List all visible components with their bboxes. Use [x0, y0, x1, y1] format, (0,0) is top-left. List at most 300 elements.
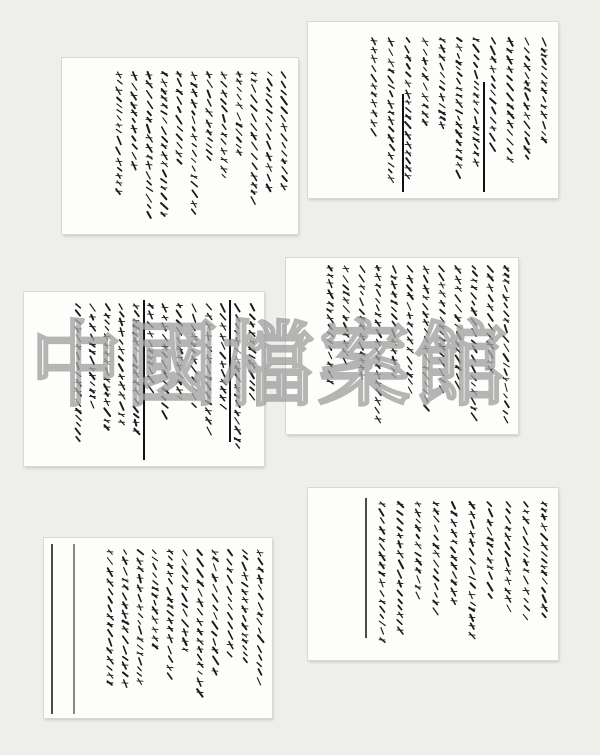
handwritten-stroke: [221, 99, 226, 104]
handwritten-stroke: [424, 337, 428, 343]
handwritten-stroke: [488, 314, 493, 321]
handwritten-stroke: [377, 371, 380, 379]
handwritten-stroke: [252, 114, 256, 122]
handwritten-stroke: [360, 309, 364, 314]
handwritten-stroke: [108, 568, 112, 576]
handwritten-stroke: [118, 80, 122, 84]
handwritten-stroke: [390, 145, 394, 151]
handwritten-stroke: [198, 550, 202, 555]
handwritten-stroke: [504, 417, 508, 423]
handwritten-stroke: [456, 67, 460, 70]
handwritten-stroke: [178, 79, 182, 86]
handwritten-stroke: [236, 144, 241, 147]
handwritten-stroke: [406, 108, 411, 112]
handwritten-stroke: [259, 603, 263, 610]
handwritten-stroke: [162, 396, 166, 399]
handwritten-stroke: [470, 549, 474, 555]
handwritten-stroke: [489, 572, 492, 579]
handwritten-stroke: [283, 123, 286, 131]
handwritten-stroke: [244, 556, 248, 559]
handwritten-stroke: [451, 588, 455, 596]
handwritten-stroke: [491, 117, 496, 123]
handwritten-stroke: [371, 120, 375, 127]
handwritten-stroke: [376, 299, 380, 303]
handwritten-stroke: [506, 558, 509, 566]
handwritten-stroke: [197, 569, 202, 577]
handwritten-stroke: [525, 73, 528, 79]
handwritten-stroke: [526, 138, 529, 144]
handwritten-stroke: [137, 558, 141, 564]
handwritten-stroke: [222, 106, 227, 111]
handwritten-stroke: [137, 645, 143, 649]
handwritten-stroke: [422, 93, 428, 101]
handwritten-stroke: [213, 605, 217, 610]
handwritten-columns: [44, 538, 272, 718]
handwritten-stroke: [392, 374, 396, 378]
handwritten-stroke: [525, 38, 529, 45]
handwritten-stroke: [543, 97, 546, 102]
handwritten-stroke: [118, 158, 121, 165]
handwritten-stroke: [117, 104, 122, 108]
handwritten-stroke: [168, 673, 172, 679]
handwritten-stroke: [474, 55, 478, 59]
handwritten-stroke: [139, 626, 141, 634]
handwritten-stroke: [474, 109, 478, 114]
handwritten-stroke: [507, 56, 511, 63]
handwritten-stroke: [120, 340, 123, 344]
handwritten-stroke: [389, 127, 393, 131]
handwritten-stroke: [397, 519, 402, 524]
handwritten-stroke: [258, 635, 263, 642]
handwritten-stroke: [235, 374, 240, 381]
handwritten-stroke: [524, 547, 530, 551]
handwritten-stroke: [213, 639, 215, 645]
handwritten-stroke: [221, 404, 227, 409]
handwritten-stroke: [440, 332, 443, 335]
handwritten-stroke: [489, 549, 492, 554]
handwritten-stroke: [542, 523, 546, 531]
handwritten-stroke: [139, 658, 141, 665]
handwritten-stroke: [471, 521, 474, 528]
handwritten-stroke: [409, 379, 413, 384]
handwritten-stroke: [343, 285, 348, 289]
handwritten-stroke: [132, 162, 135, 170]
handwritten-stroke: [506, 502, 510, 507]
handwritten-stroke: [228, 622, 232, 628]
handwritten-stroke: [424, 50, 427, 56]
handwritten-stroke: [475, 117, 477, 123]
handwritten-stroke: [504, 303, 507, 307]
handwritten-stroke: [504, 286, 507, 292]
handwritten-stroke: [138, 667, 141, 671]
handwritten-stroke: [388, 76, 393, 83]
handwritten-stroke: [250, 381, 254, 385]
handwritten-stroke: [198, 609, 203, 615]
handwritten-stroke: [372, 99, 376, 107]
handwritten-stroke: [542, 559, 547, 563]
handwritten-stroke: [407, 357, 412, 364]
handwritten-stroke: [542, 613, 545, 617]
handwritten-stroke: [207, 355, 211, 362]
handwritten-stroke: [192, 72, 196, 80]
handwritten-stroke: [504, 354, 509, 361]
handwritten-stroke: [77, 423, 80, 426]
handwritten-stroke: [371, 75, 376, 82]
document-page-top-left: [62, 58, 298, 234]
handwritten-stroke: [435, 593, 437, 597]
handwritten-stroke: [228, 575, 233, 583]
handwritten-stroke: [456, 276, 460, 284]
handwritten-stroke: [214, 613, 217, 620]
handwritten-stroke: [433, 608, 438, 615]
handwritten-stroke: [542, 132, 545, 136]
handwritten-stroke: [154, 600, 156, 604]
handwritten-stroke: [417, 576, 420, 583]
handwritten-stroke: [162, 403, 168, 408]
handwritten-stroke: [76, 428, 81, 434]
handwritten-stroke: [524, 598, 528, 602]
handwritten-stroke: [472, 355, 476, 361]
handwritten-stroke: [267, 153, 270, 160]
handwritten-stroke: [379, 621, 385, 625]
handwritten-stroke: [441, 94, 444, 101]
handwritten-stroke: [389, 175, 394, 183]
handwritten-stroke: [252, 163, 256, 169]
handwritten-stroke: [183, 576, 188, 582]
handwritten-stroke: [213, 564, 216, 571]
handwritten-stroke: [343, 358, 346, 365]
handwritten-stroke: [162, 79, 166, 87]
handwritten-stroke: [183, 609, 187, 616]
handwritten-stroke: [193, 314, 196, 322]
handwritten-stroke: [541, 534, 547, 540]
handwritten-stroke: [471, 319, 476, 326]
handwritten-stroke: [543, 578, 548, 584]
handwritten-stroke: [471, 383, 475, 386]
handwritten-stroke: [282, 176, 286, 181]
handwritten-stroke: [123, 657, 128, 660]
handwritten-stroke: [123, 557, 127, 564]
handwritten-stroke: [282, 143, 285, 148]
handwritten-stroke: [440, 369, 444, 376]
handwritten-stroke: [491, 66, 494, 73]
handwritten-stroke: [282, 167, 287, 174]
handwritten-stroke: [176, 116, 181, 124]
handwritten-stroke: [123, 646, 126, 654]
handwritten-stroke: [192, 209, 196, 214]
handwritten-stroke: [487, 502, 491, 506]
handwritten-stroke: [249, 370, 253, 378]
handwritten-stroke: [123, 662, 127, 669]
handwritten-stroke: [222, 72, 226, 79]
handwritten-stroke: [235, 304, 240, 311]
handwritten-stroke: [328, 370, 332, 377]
handwritten-stroke: [177, 320, 182, 325]
handwritten-stroke: [472, 398, 476, 404]
handwritten-stroke: [472, 308, 476, 315]
handwritten-stroke: [472, 266, 475, 269]
handwritten-stroke: [207, 120, 210, 127]
handwritten-stroke: [222, 343, 225, 350]
handwritten-stroke: [108, 630, 112, 636]
handwritten-stroke: [227, 559, 231, 564]
handwritten-stroke: [177, 160, 181, 164]
handwritten-stroke: [90, 356, 94, 364]
handwritten-stroke: [148, 385, 154, 393]
handwritten-stroke: [490, 99, 495, 104]
handwritten-stroke: [329, 346, 331, 350]
handwritten-stroke: [473, 346, 477, 352]
handwritten-stroke: [361, 372, 363, 380]
handwritten-stroke: [417, 535, 419, 538]
handwritten-stroke: [120, 328, 122, 336]
handwritten-stroke: [147, 187, 153, 191]
handwritten-stroke: [153, 573, 156, 577]
handwritten-stroke: [376, 348, 379, 353]
handwritten-stroke: [389, 59, 394, 67]
handwritten-stroke: [117, 116, 121, 120]
handwritten-stroke: [377, 290, 381, 296]
handwritten-stroke: [76, 399, 81, 406]
handwritten-stroke: [149, 311, 152, 319]
handwritten-stroke: [259, 669, 262, 675]
handwritten-stroke: [149, 368, 152, 374]
handwritten-stroke: [440, 386, 444, 393]
handwritten-stroke: [505, 383, 507, 391]
handwritten-stroke: [135, 399, 139, 404]
handwritten-stroke: [379, 509, 383, 516]
handwritten-stroke: [503, 411, 507, 414]
handwritten-stroke: [222, 124, 225, 129]
handwritten-stroke: [377, 305, 380, 310]
handwritten-stroke: [489, 594, 492, 598]
handwritten-stroke: [435, 584, 438, 590]
document-page-bottom-left: [44, 538, 272, 718]
handwritten-stroke: [361, 292, 363, 295]
handwritten-stroke: [488, 266, 493, 272]
handwritten-stroke: [120, 319, 122, 326]
handwritten-columns: [24, 292, 264, 466]
handwritten-stroke: [268, 79, 272, 85]
handwritten-stroke: [266, 123, 271, 130]
handwritten-stroke: [475, 81, 479, 84]
handwritten-stroke: [523, 527, 527, 534]
handwritten-stroke: [469, 576, 475, 579]
handwritten-stroke: [456, 355, 461, 363]
handwritten-stroke: [182, 567, 187, 574]
handwritten-stroke: [76, 304, 80, 308]
handwritten-stroke: [526, 156, 528, 159]
handwritten-stroke: [206, 383, 210, 390]
handwritten-stroke: [488, 324, 493, 331]
handwritten-stroke: [472, 366, 475, 373]
document-page-middle-left: [24, 292, 264, 466]
handwritten-stroke: [504, 344, 509, 351]
handwritten-stroke: [208, 91, 211, 98]
handwritten-stroke: [472, 413, 477, 420]
handwritten-stroke: [120, 312, 124, 316]
handwritten-stroke: [424, 276, 428, 283]
handwritten-stroke: [235, 385, 239, 392]
handwritten-stroke: [124, 680, 127, 687]
handwritten-stroke: [416, 509, 420, 516]
handwritten-stroke: [492, 84, 495, 88]
handwritten-stroke: [439, 359, 444, 366]
handwritten-stroke: [455, 324, 461, 328]
handwritten-stroke: [439, 274, 444, 281]
handwritten-stroke: [267, 94, 272, 97]
handwritten-stroke: [244, 572, 247, 580]
handwritten-stroke: [162, 137, 167, 142]
handwritten-stroke: [490, 134, 495, 141]
handwritten-stroke: [148, 72, 151, 79]
handwritten-stroke: [91, 334, 94, 340]
document-page-middle-right: [286, 258, 518, 434]
handwritten-stroke: [377, 330, 382, 337]
handwritten-stroke: [118, 168, 122, 171]
handwritten-stroke: [169, 656, 173, 662]
handwritten-stroke: [504, 363, 510, 367]
handwritten-stroke: [132, 136, 135, 140]
handwritten-stroke: [360, 298, 363, 305]
handwritten-stroke: [222, 175, 225, 178]
handwritten-stroke: [139, 613, 143, 617]
handwritten-stroke: [162, 127, 166, 134]
handwritten-stroke: [471, 602, 476, 605]
handwritten-stroke: [212, 632, 216, 636]
handwritten-stroke: [441, 73, 445, 78]
handwritten-stroke: [389, 163, 394, 167]
handwritten-stroke: [192, 190, 197, 197]
handwritten-stroke: [148, 112, 151, 116]
handwritten-stroke: [359, 343, 363, 350]
handwritten-stroke: [191, 366, 197, 374]
handwritten-stroke: [470, 539, 473, 546]
handwritten-stroke: [259, 585, 262, 590]
handwritten-stroke: [147, 125, 150, 133]
handwritten-stroke: [456, 341, 458, 345]
handwritten-stroke: [207, 144, 212, 148]
handwritten-stroke: [470, 559, 475, 564]
handwritten-stroke: [163, 381, 168, 385]
handwritten-stroke: [457, 332, 461, 339]
handwritten-stroke: [147, 212, 150, 218]
handwritten-stroke: [456, 110, 462, 113]
handwritten-stroke: [148, 101, 153, 108]
handwritten-stroke: [162, 323, 165, 330]
handwritten-stroke: [221, 304, 225, 312]
handwritten-stroke: [380, 615, 383, 619]
handwritten-stroke: [227, 587, 231, 594]
handwritten-stroke: [148, 376, 153, 382]
handwritten-stroke: [167, 611, 173, 616]
handwritten-stroke: [389, 49, 393, 55]
handwritten-stroke: [434, 576, 439, 580]
handwritten-columns: [308, 488, 558, 660]
handwritten-stroke: [406, 90, 409, 98]
handwritten-stroke: [542, 588, 545, 592]
handwritten-columns: [286, 258, 518, 434]
handwritten-stroke: [407, 329, 411, 335]
handwritten-stroke: [474, 87, 478, 90]
handwritten-stroke: [177, 362, 180, 370]
handwritten-stroke: [252, 173, 257, 181]
handwritten-stroke: [405, 122, 410, 128]
handwritten-stroke: [163, 334, 168, 341]
handwritten-stroke: [327, 340, 332, 343]
handwritten-stroke: [168, 646, 171, 653]
handwritten-stroke: [381, 518, 384, 523]
handwritten-stroke: [183, 638, 186, 645]
handwritten-stroke: [105, 320, 109, 324]
handwritten-stroke: [525, 606, 530, 611]
handwritten-stroke: [148, 161, 150, 169]
handwritten-stroke: [526, 57, 529, 61]
handwritten-stroke: [192, 158, 196, 162]
handwritten-stroke: [147, 181, 151, 185]
handwritten-stroke: [198, 671, 202, 674]
handwritten-stroke: [282, 151, 287, 156]
handwritten-stroke: [281, 134, 287, 141]
handwritten-stroke: [508, 148, 512, 153]
handwritten-stroke: [244, 652, 247, 655]
handwritten-stroke: [416, 592, 419, 599]
handwritten-stroke: [222, 370, 225, 377]
document-page-bottom-right: [308, 488, 558, 660]
handwritten-stroke: [90, 304, 95, 311]
handwritten-stroke: [105, 327, 108, 331]
handwritten-stroke: [207, 80, 212, 87]
handwritten-stroke: [455, 295, 460, 302]
handwritten-stroke: [251, 197, 255, 204]
handwritten-stroke: [252, 153, 257, 159]
handwritten-stroke: [206, 304, 211, 310]
handwritten-stroke: [237, 113, 240, 120]
handwritten-stroke: [223, 115, 225, 122]
handwritten-stroke: [380, 579, 383, 587]
handwritten-stroke: [458, 73, 462, 76]
handwritten-stroke: [138, 620, 140, 624]
handwritten-stroke: [282, 82, 286, 88]
handwritten-stroke: [434, 535, 438, 540]
handwritten-stroke: [133, 119, 135, 123]
handwritten-stroke: [492, 38, 495, 44]
handwritten-stroke: [407, 38, 410, 42]
handwritten-stroke: [508, 130, 513, 135]
handwritten-stroke: [177, 387, 181, 394]
handwritten-stroke: [408, 366, 411, 370]
handwritten-stroke: [282, 107, 287, 113]
handwritten-stroke: [380, 544, 384, 550]
handwritten-stroke: [104, 408, 110, 416]
handwritten-stroke: [475, 159, 478, 166]
handwritten-stroke: [542, 38, 546, 46]
handwritten-stroke: [212, 622, 217, 629]
handwritten-stroke: [406, 158, 410, 163]
handwritten-stroke: [399, 560, 403, 568]
handwritten-stroke: [474, 132, 479, 135]
handwritten-stroke: [489, 295, 493, 301]
handwritten-stroke: [504, 369, 506, 375]
handwritten-stroke: [415, 553, 420, 556]
handwritten-stroke: [281, 116, 285, 122]
handwritten-stroke: [213, 594, 218, 602]
handwritten-stroke: [198, 558, 203, 566]
handwritten-stroke: [392, 281, 395, 288]
handwritten-stroke: [148, 322, 153, 328]
handwritten-stroke: [169, 579, 172, 584]
handwritten-stroke: [198, 654, 202, 660]
